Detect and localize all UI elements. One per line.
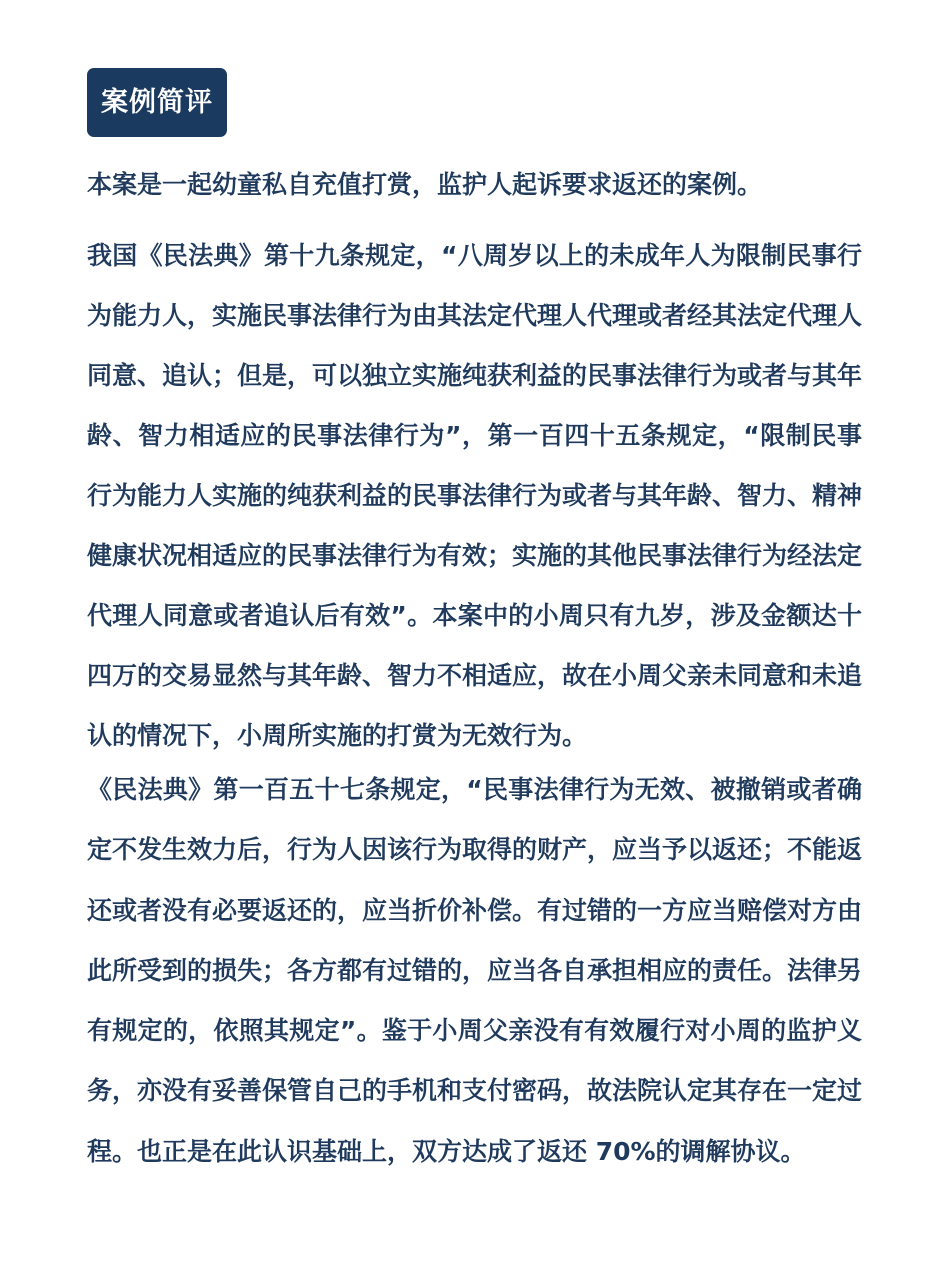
paragraph-article-157: 《民法典》第一百五十七条规定，“民事法律行为无效、被撤销或者确定不发生效力后，行为人因该行为取得的财产，应当予以返还；不能返还或者没有必要返还的，应当折价补偿。有过错的一方应当赔偿对方由此所受到的损失；各方都有过错的，应当各自承担相应的责任。法律另有规定的，依照其规定”。鉴于小周父亲没有有效履行对小周的监护义务，亦没有妥善保管自己的手机和支付密码，故法院认定其存在一定过程。也正是在此认识基础上，双方达成了返还 70%的调解协议。	[87, 775, 863, 1166]
paragraph-summary: 本案是一起幼童私自充值打赏，监护人起诉要求返还的案例。	[87, 170, 763, 199]
section-title-badge: 案例简评	[87, 68, 227, 137]
paragraph-article-19-145: 我国《民法典》第十九条规定，“八周岁以上的未成年人为限制民事行为能力人，实施民事法律行为由其法定代理人代理或者经其法定代理人同意、追认；但是，可以独立实施纯获利益的民事法律行为或者与其年龄、智力相适应的民事法律行为”，第一百四十五条规定，“限制民事行为能力人实施的纯获利益的民事法律行为或者与其年龄、智力、精神健康状况相适应的民事法律行为有效；实施的其他民事法律行为经法定代理人同意或者追认后有效”。本案中的小周只有九岁，涉及金额达十四万的交易显然与其年龄、智力不相适应，故在小周父亲未同意和未追认的情况下，小周所实施的打赏为无效行为。	[87, 241, 863, 750]
